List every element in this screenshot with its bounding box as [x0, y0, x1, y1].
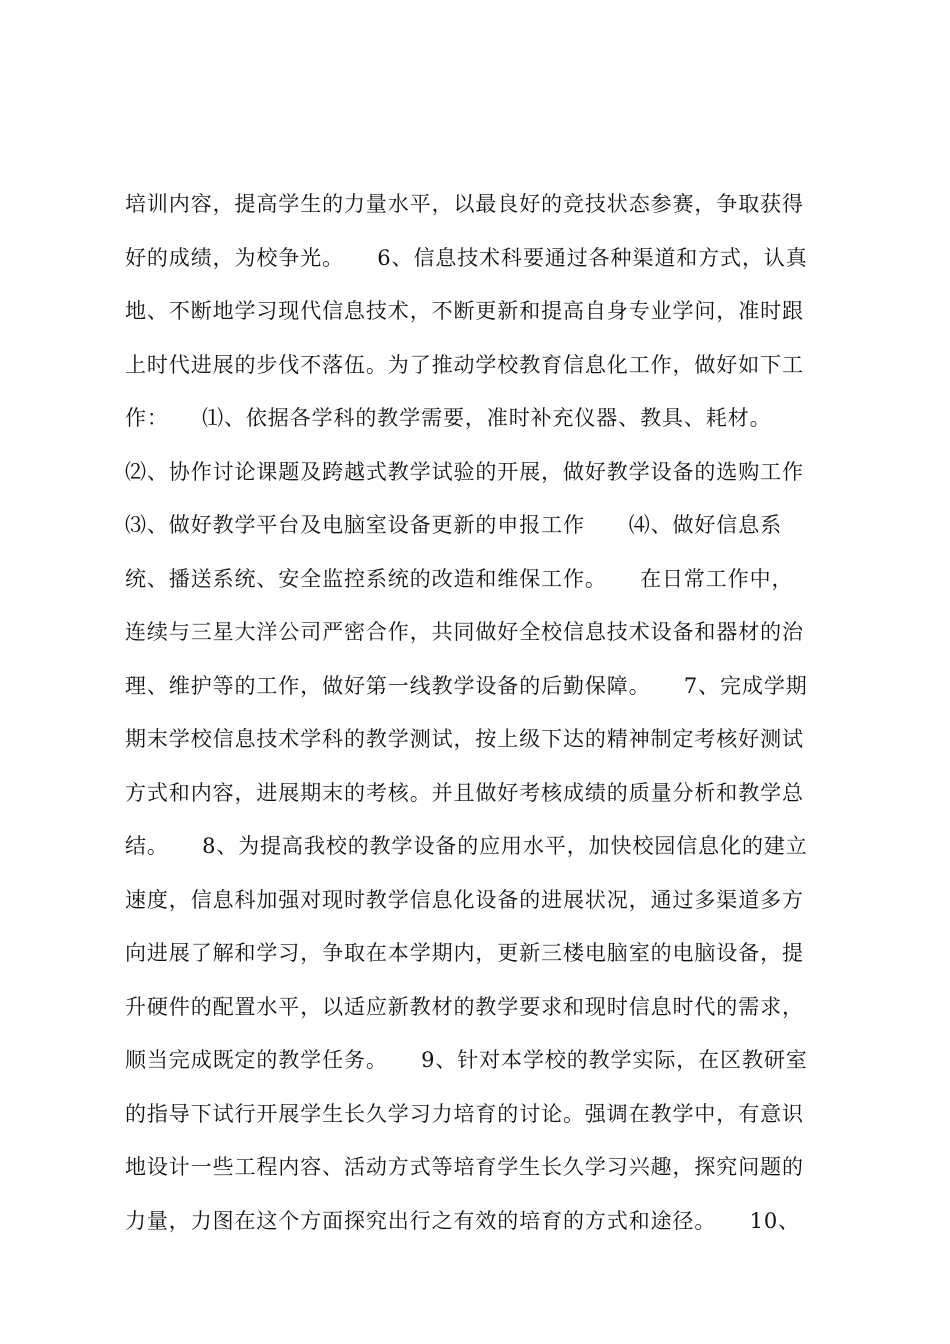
text-line-7: ⑶、做好教学平台及电脑室设备更新的申报工作 ⑷、做好信息系 [125, 513, 782, 537]
text-line-10: 理、维护等的工作，做好第一线教学设备的后勤保障。 7、完成学期 [125, 673, 808, 698]
text-line-14: 速度，信息科加强对现时教学信息化设备的进展状况，通过多渠道多方 [125, 887, 804, 912]
text-line-1: 培训内容，提高学生的力量水平，以最良好的竞技状态参赛，争取获得 [125, 192, 804, 216]
text-line-5: 作： ⑴、依据各学科的教学需要，准时补充仪器、教具、耗材。 [125, 406, 772, 430]
text-line-6: ⑵、协作讨论课题及跨越式教学试验的开展，做好教学设备的选购工作 [125, 459, 804, 484]
text-line-8: 统、播送系统、安全监控系统的改造和维保工作。 在日常工作中， [125, 566, 794, 591]
text-line-20: 力量，力图在这个方面探究出行之有效的培育的方式和途径。 10、 [125, 1208, 801, 1233]
text-line-3: 地、不断地学习现代信息技术，不断更新和提高自身专业学问，准时跟 [125, 299, 804, 323]
body-text [125, 178, 835, 1248]
text-line-9: 连续与三星大洋公司严密合作，共同做好全校信息技术设备和器材的治 [125, 620, 804, 644]
text-line-16: 升硬件的配置水平，以适应新教材的教学要求和现时信息时代的需求， [125, 994, 804, 1019]
text-line-4: 上时代进展的步伐不落伍。为了推动学校教育信息化工作，做好如下工 [125, 352, 804, 377]
text-line-18: 的指导下试行开展学生长久学习力培育的讨论。强调在教学中，有意识 [125, 1101, 804, 1126]
text-line-11: 期末学校信息技术学科的教学测试，按上级下达的精神制定考核好测试 [125, 727, 804, 751]
text-line-2: 好的成绩，为校争光。 6、信息技术科要通过各种渠道和方式，认真 [125, 245, 808, 270]
text-line-17: 顺当完成既定的教学任务。 9、针对本学校的教学实际，在区教研室 [125, 1048, 808, 1072]
text-line-15: 向进展了解和学习，争取在本学期内，更新三楼电脑室的电脑设备，提 [125, 941, 804, 965]
text-line-19: 地设计一些工程内容、活动方式等培育学生长久学习兴趣，探究问题的 [125, 1155, 804, 1179]
text-line-12: 方式和内容，进展期末的考核。并且做好考核成绩的质量分析和教学总 [125, 780, 804, 805]
text-line-13: 结。 8、为提高我校的教学设备的应用水平，加快校园信息化的建立 [125, 834, 808, 858]
